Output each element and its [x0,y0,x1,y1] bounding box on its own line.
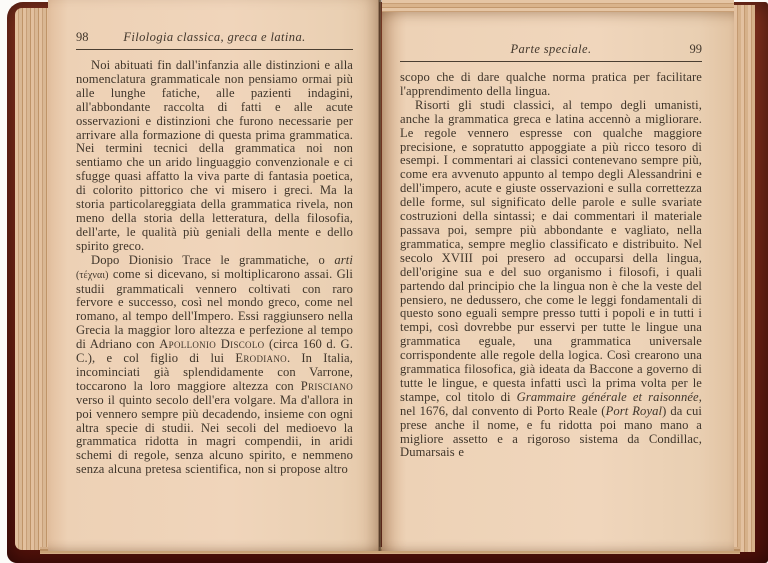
right-page-header [400,42,702,57]
right-page-number: 99 [689,42,702,56]
paragraph [76,59,353,254]
italic-text-run: arti [334,252,353,267]
paragraph [76,254,353,478]
right-header-rule [400,61,702,62]
page-edges-right [734,5,755,552]
italic-text-run: Port Royal [605,403,663,418]
text-run: verso il quinto secolo dell'era volgare. Ma d'allora in poi vennero sempre più decadendo, insieme con ogni altra specie di studii. Nei secoli del medioevo la grammatica ridotta in magri compendii, in aridi schemi di regole, senza alcuno spirito, e nemmeno senza alcuna pretesa scientifica, non si propose altro [76,392,353,477]
right-page [382,12,734,551]
smallcaps-text-run: Erodiano [235,351,287,366]
left-running-title: Filologia classica, greca e latina. [123,30,306,44]
italic-text-run: Grammaire générale et raisonnée [516,389,699,404]
text-run: . In Italia, incominciati già splendidamente con Varrone, toccarono la loro maggiore altezza con [76,351,353,393]
paragraph [400,71,702,99]
text-run: Noi abituati fin dall'infanzia alle distinzioni e alla nomenclatura grammaticale non pensiamo ormai più alle lunghe fatiche, alle pazienti indagini, all'abbondante raccolta di fatti e alle acute osservazioni e distinzioni che furono necessarie per arrivare alla formazione di questa prima grammatica. Nei termini tecnici della grammatica noi non sentiamo che un arido linguaggio convenzionale e ci sfugge quasi affatto la viva parte di fantasia poetica, di colorito pittorico che vi misero i greci. Ma la storia particolareggiata della grammatica rivela, non meno della storia della letteratura, della filosofia, dell'arte, le qualità più geniali della mente e dello spirito greco. [76,58,353,253]
text-run: ) da cui prese anche il nome, e fu ridotta poi mano mano a migliore assetto e a rigoroso sistema da Condillac, Dumarsais e [400,403,702,460]
paragraph [400,99,702,461]
page-edges-left [15,8,48,550]
left-page-number: 98 [76,30,89,44]
text-run: , nel 1676, dal convento di Porto Reale ( [400,389,702,418]
book-gutter [378,0,382,551]
right-page-text [400,71,702,460]
text-run: scopo che di dare qualche norma pratica per facilitare l'apprendimento della lingua. [400,70,702,98]
left-page-header [76,30,353,45]
smallcaps-text-run: Prisciano [300,378,353,393]
left-page [48,0,379,551]
text-run: (circa 160 d. G. C.), e col figlio di lui [76,337,353,366]
text-run: Dopo Dionisio Trace le grammatiche, o [91,252,335,267]
text-run: Risorti gli studi classici, al tempo degli umanisti, anche la grammatica greca e latina accennò a migliorare. Le regole vennero espresse con qualche maggiore precisione, e sopratutto appoggiate a più ricco tesoro di esempi. I commentari ai classici contenevano sempre più, come era avvenuto appunto al tempo degli Alessandrini e dell'impero, acute e giuste osservazioni e sulla correttezza delle forme, sul significato delle parole e sulle svariate costruzioni della sintassi; e dai commentari il materiale passava poi, sempre più abbondante e vagliato, nella grammatica, sempre meglio classificato e distribuito. Nel secolo XVIII poi presero ad occuparsi della lingua, dell'origine sua e del suo organismo i filosofi, i quali partendo dal principio che la lingua non è che la veste del pensiero, ne dedussero, che come le leggi fondamentali di questo sono eguali sempre presso tutti i popoli e in tutti i tempi, così dovrebbe pur esservi per tutte le lingue una grammatica eguale, una grammatica universale corrispondente alle regole della logica. Così crearono una grammatica filosofica, già ideata da Baccone a governo di tutte le lingue, e questa infatti uscì la prima volta per le stampe, col titolo di [400,97,702,404]
text-run: come si dicevano, si moltiplicarono assai. Gli studii grammaticali vennero coltivati con raro fervore e successo, così nel mondo greco, come nel romano, al tempo dell'Impero. Essi raggiunsero nella Grecia la maggior loro altezza e perfezione al tempo di Adriano con [76,266,353,352]
greek-text-run: (τέχναι) [76,269,109,281]
left-header-rule [76,49,353,50]
right-running-title: Parte speciale. [510,42,592,56]
smallcaps-text-run: Apollonio Discolo [159,337,265,352]
left-page-text [76,59,353,477]
